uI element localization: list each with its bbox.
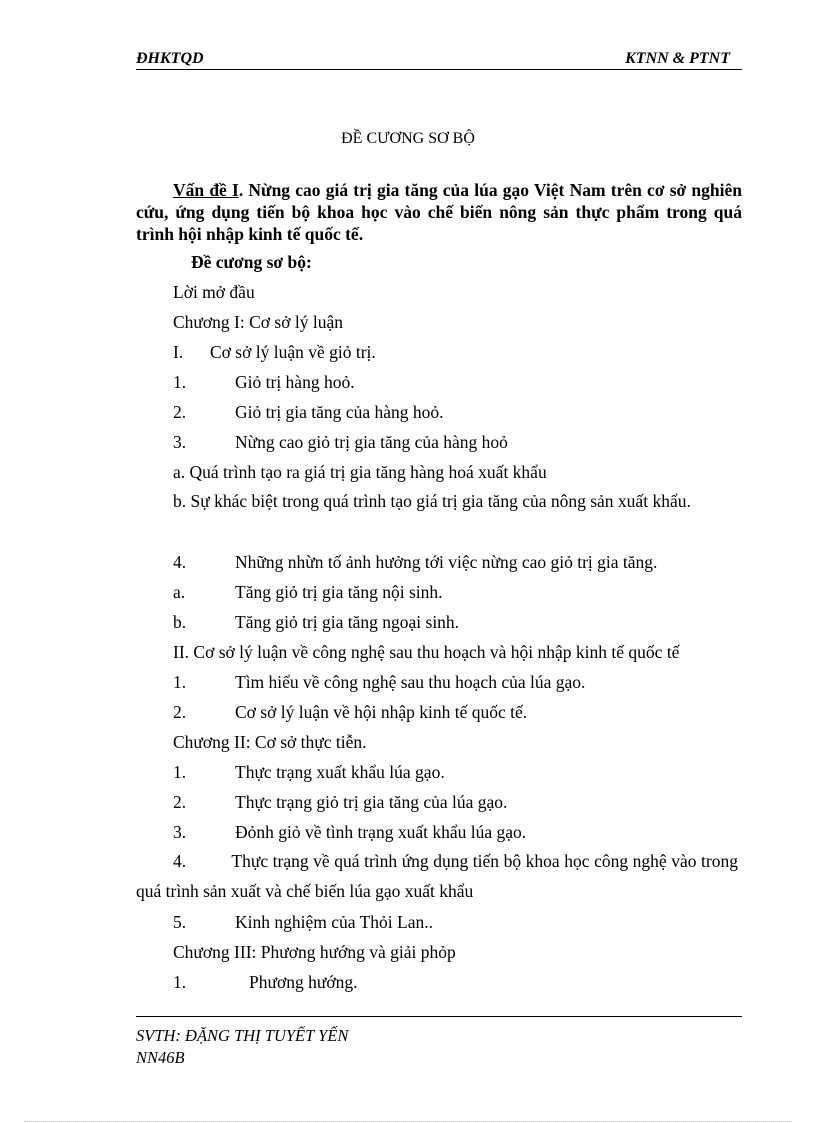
section-i-text: Cơ sở lý luận về giỏ trị.: [210, 342, 376, 362]
item-b2-text: Tăng giỏ trị gia tăng ngoại sinh.: [235, 612, 460, 632]
item-i-2-num: 2.: [173, 402, 187, 422]
footer-divider: [136, 1016, 742, 1017]
item-a2-num: a.: [173, 582, 186, 602]
item-b2-num: b.: [173, 612, 187, 632]
item-a2-text: Tăng giỏ trị gia tăng nội sinh.: [235, 582, 443, 602]
item-c2-2: [173, 792, 508, 813]
section-i-num: I.: [173, 342, 184, 362]
document-title: ĐỀ CƯƠNG SƠ BỘ: [341, 130, 475, 147]
item-ii-2: [173, 702, 528, 723]
outline-heading: Đề cương sơ bộ:: [191, 252, 312, 272]
item-i-1-text: Giỏ trị hàng hoỏ.: [235, 372, 355, 392]
item-i-1-num: 1.: [173, 372, 187, 392]
item-c2-1-text: Thực trạng xuất khẩu lúa gạo.: [235, 762, 445, 782]
item-c2-5-num: 5.: [173, 912, 187, 932]
item-c2-1: [173, 762, 445, 783]
item-i-4-text: Những nhừn tố ảnh hưởng tới việc nừng cao giỏ trị gia tăng.: [235, 552, 658, 572]
item-i-4: [173, 552, 658, 573]
item-ii-1-text: Tìm hiểu về công nghệ sau thu hoạch của lúa gạo.: [235, 672, 586, 692]
chapter-3: Chương III: Phương hướng và giải phỏp: [173, 942, 456, 962]
opening-item: Lời mở đầu: [173, 282, 255, 302]
intro-text: . Nừng cao giá trị gia tăng của lúa gạo Việt Nam trên cơ sở nghiên cứu, ứng dụng tiến bộ khoa học vào chế biến nông sản thực phẩm trong quá trình hội nhập kinh tế quốc tế.: [136, 180, 742, 244]
item-i-3: [173, 432, 508, 453]
section-ii: II. Cơ sở lý luận về công nghệ sau thu hoạch và hội nhập kinh tế quốc tế: [173, 642, 680, 662]
item-c2-3: [173, 822, 527, 843]
item-c2-3-num: 3.: [173, 822, 187, 842]
item-c2-3-text: Đỏnh giỏ về tình trạng xuất khẩu lúa gạo.: [235, 822, 527, 842]
item-c2-2-text: Thực trạng giỏ trị gia tăng của lúa gạo.: [235, 792, 508, 812]
item-c2-4: 4. Thực trạng về quá trình ứng dụng tiến bộ khoa học công nghệ vào trong quá trình sản xuất và chế biến lúa gạo xuất khẩu: [136, 851, 743, 901]
item-i-2: [173, 402, 444, 423]
page-header: [136, 49, 742, 70]
header-left: ĐHKTQD: [136, 50, 204, 67]
item-c2-5: [173, 912, 433, 933]
item-i-4-num: 4.: [173, 552, 187, 572]
item-c2-2-num: 2.: [173, 792, 187, 812]
footer-class: NN46B: [136, 1048, 185, 1067]
intro-paragraph: [136, 179, 742, 245]
item-ii-1-num: 1.: [173, 672, 187, 692]
item-i-3-num: 3.: [173, 432, 187, 452]
item-i-1: [173, 372, 355, 393]
item-c3-1: [173, 972, 358, 993]
item-c2-1-num: 1.: [173, 762, 187, 782]
item-c3-1-text: Phương hướng.: [249, 972, 358, 992]
header-right: KTNN & PTNT: [625, 50, 730, 67]
section-i: [173, 342, 376, 363]
item-ii-2-text: Cơ sở lý luận về hội nhập kinh tế quốc tế.: [235, 702, 528, 722]
item-c3-1-num: 1.: [173, 972, 187, 992]
item-a1: a. Quá trình tạo ra giá trị gia tăng hàng hoá xuất khẩu: [173, 462, 547, 482]
item-i-2-text: Giỏ trị gia tăng của hàng hoỏ.: [235, 402, 444, 422]
item-ii-1: [173, 672, 586, 693]
chapter-2: Chương II: Cơ sở thực tiễn.: [173, 732, 367, 752]
item-c2-5-text: Kinh nghiệm của Thỏi Lan..: [235, 912, 433, 932]
footer-author: SVTH: ĐẶNG THỊ TUYẾT YẾN: [136, 1026, 349, 1045]
chapter-1: Chương I: Cơ sở lý luận: [173, 312, 343, 332]
item-a2: [173, 582, 443, 603]
item-i-3-text: Nừng cao giỏ trị gia tăng của hàng hoỏ: [235, 432, 508, 452]
item-ii-2-num: 2.: [173, 702, 187, 722]
item-b1: b. Sự khác biệt trong quá trình tạo giá trị gia tăng của nông sản xuất khẩu.: [173, 491, 691, 511]
item-b2: [173, 612, 460, 633]
intro-lead: Vấn đề I: [173, 180, 239, 200]
page-edge-divider: [24, 1121, 792, 1122]
